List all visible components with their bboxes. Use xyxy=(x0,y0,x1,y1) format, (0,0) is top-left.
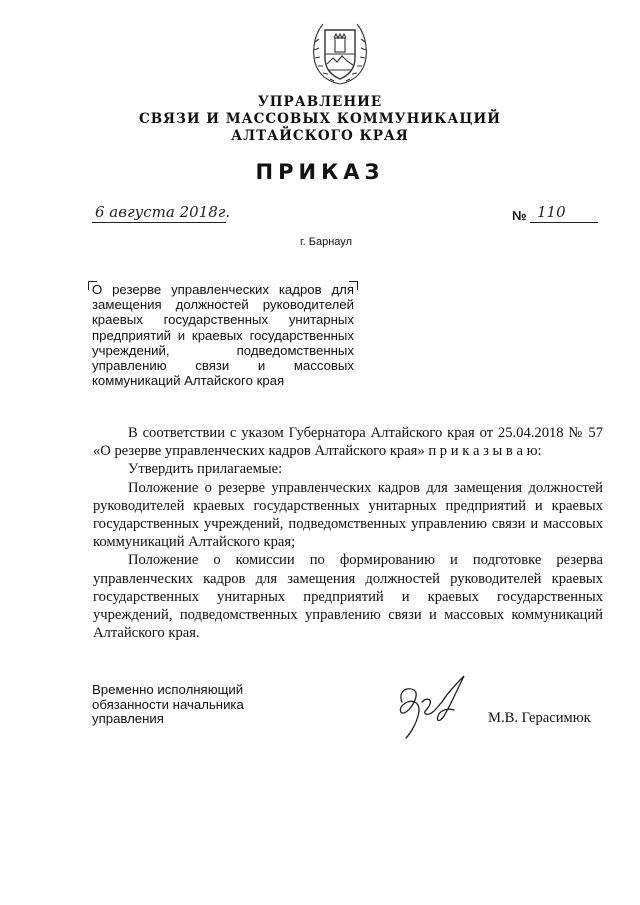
body-paragraph-item-2: Положение о комиссии по формированию и подготовке резерва управленческих кадров для замещения должностей руководителей краевых государственных унитарных предприятий и краевых государственных учреждений, подведомственных управлению связи и массовых коммуникаций Алтайского края. xyxy=(93,552,603,642)
date-underline xyxy=(92,222,226,223)
city-label: г. Барнаул xyxy=(300,236,352,248)
order-number: 110 xyxy=(537,203,566,221)
coat-of-arms-emblem xyxy=(309,18,371,90)
body-paragraph-preamble: В соответствии с указом Губернатора Алтайского края от 25.04.2018 № 57 «О резерве управленческих кадров Алтайского края» п р и к а з ы в а ю: xyxy=(93,425,603,460)
body-paragraph-approve: Утвердить прилагаемые: xyxy=(128,461,283,478)
signatory-position-line-3: управления xyxy=(92,711,164,727)
document-type-title: ПРИКАЗ xyxy=(255,160,385,184)
signatory-position xyxy=(92,683,244,727)
org-name-line-1: УПРАВЛЕНИЕ xyxy=(257,94,383,110)
handwritten-signature xyxy=(392,672,472,742)
order-date: 6 августа 2018г. xyxy=(95,203,231,221)
signatory-name: М.В. Герасимюк xyxy=(488,710,591,726)
number-underline xyxy=(530,222,598,223)
org-name-line-3: АЛТАЙСКОГО КРАЯ xyxy=(231,128,409,144)
body-paragraph-item-1: Положение о резерве управленческих кадров для замещения должностей руководителей краевых государственных унитарных предприятий и краевых государственных учреждений, подведомственных управлению связи и массовых коммуникаций Алтайского края; xyxy=(93,479,603,551)
org-name-line-2: СВЯЗИ И МАССОВЫХ КОММУНИКАЦИЙ xyxy=(139,111,501,127)
number-label: № xyxy=(512,208,527,223)
order-subject: О резерве управленческих кадров для замещения должностей руководителей краевых государственных унитарных предприятий и краевых государственных учреждений, подведомственных управлению связи и массовых коммуникаций Алтайского края xyxy=(92,282,354,389)
order-body xyxy=(93,424,603,642)
signatory-position-line-1: Временно исполняющий xyxy=(92,682,244,697)
signatory-position-line-2: обязанности начальника xyxy=(92,696,244,712)
